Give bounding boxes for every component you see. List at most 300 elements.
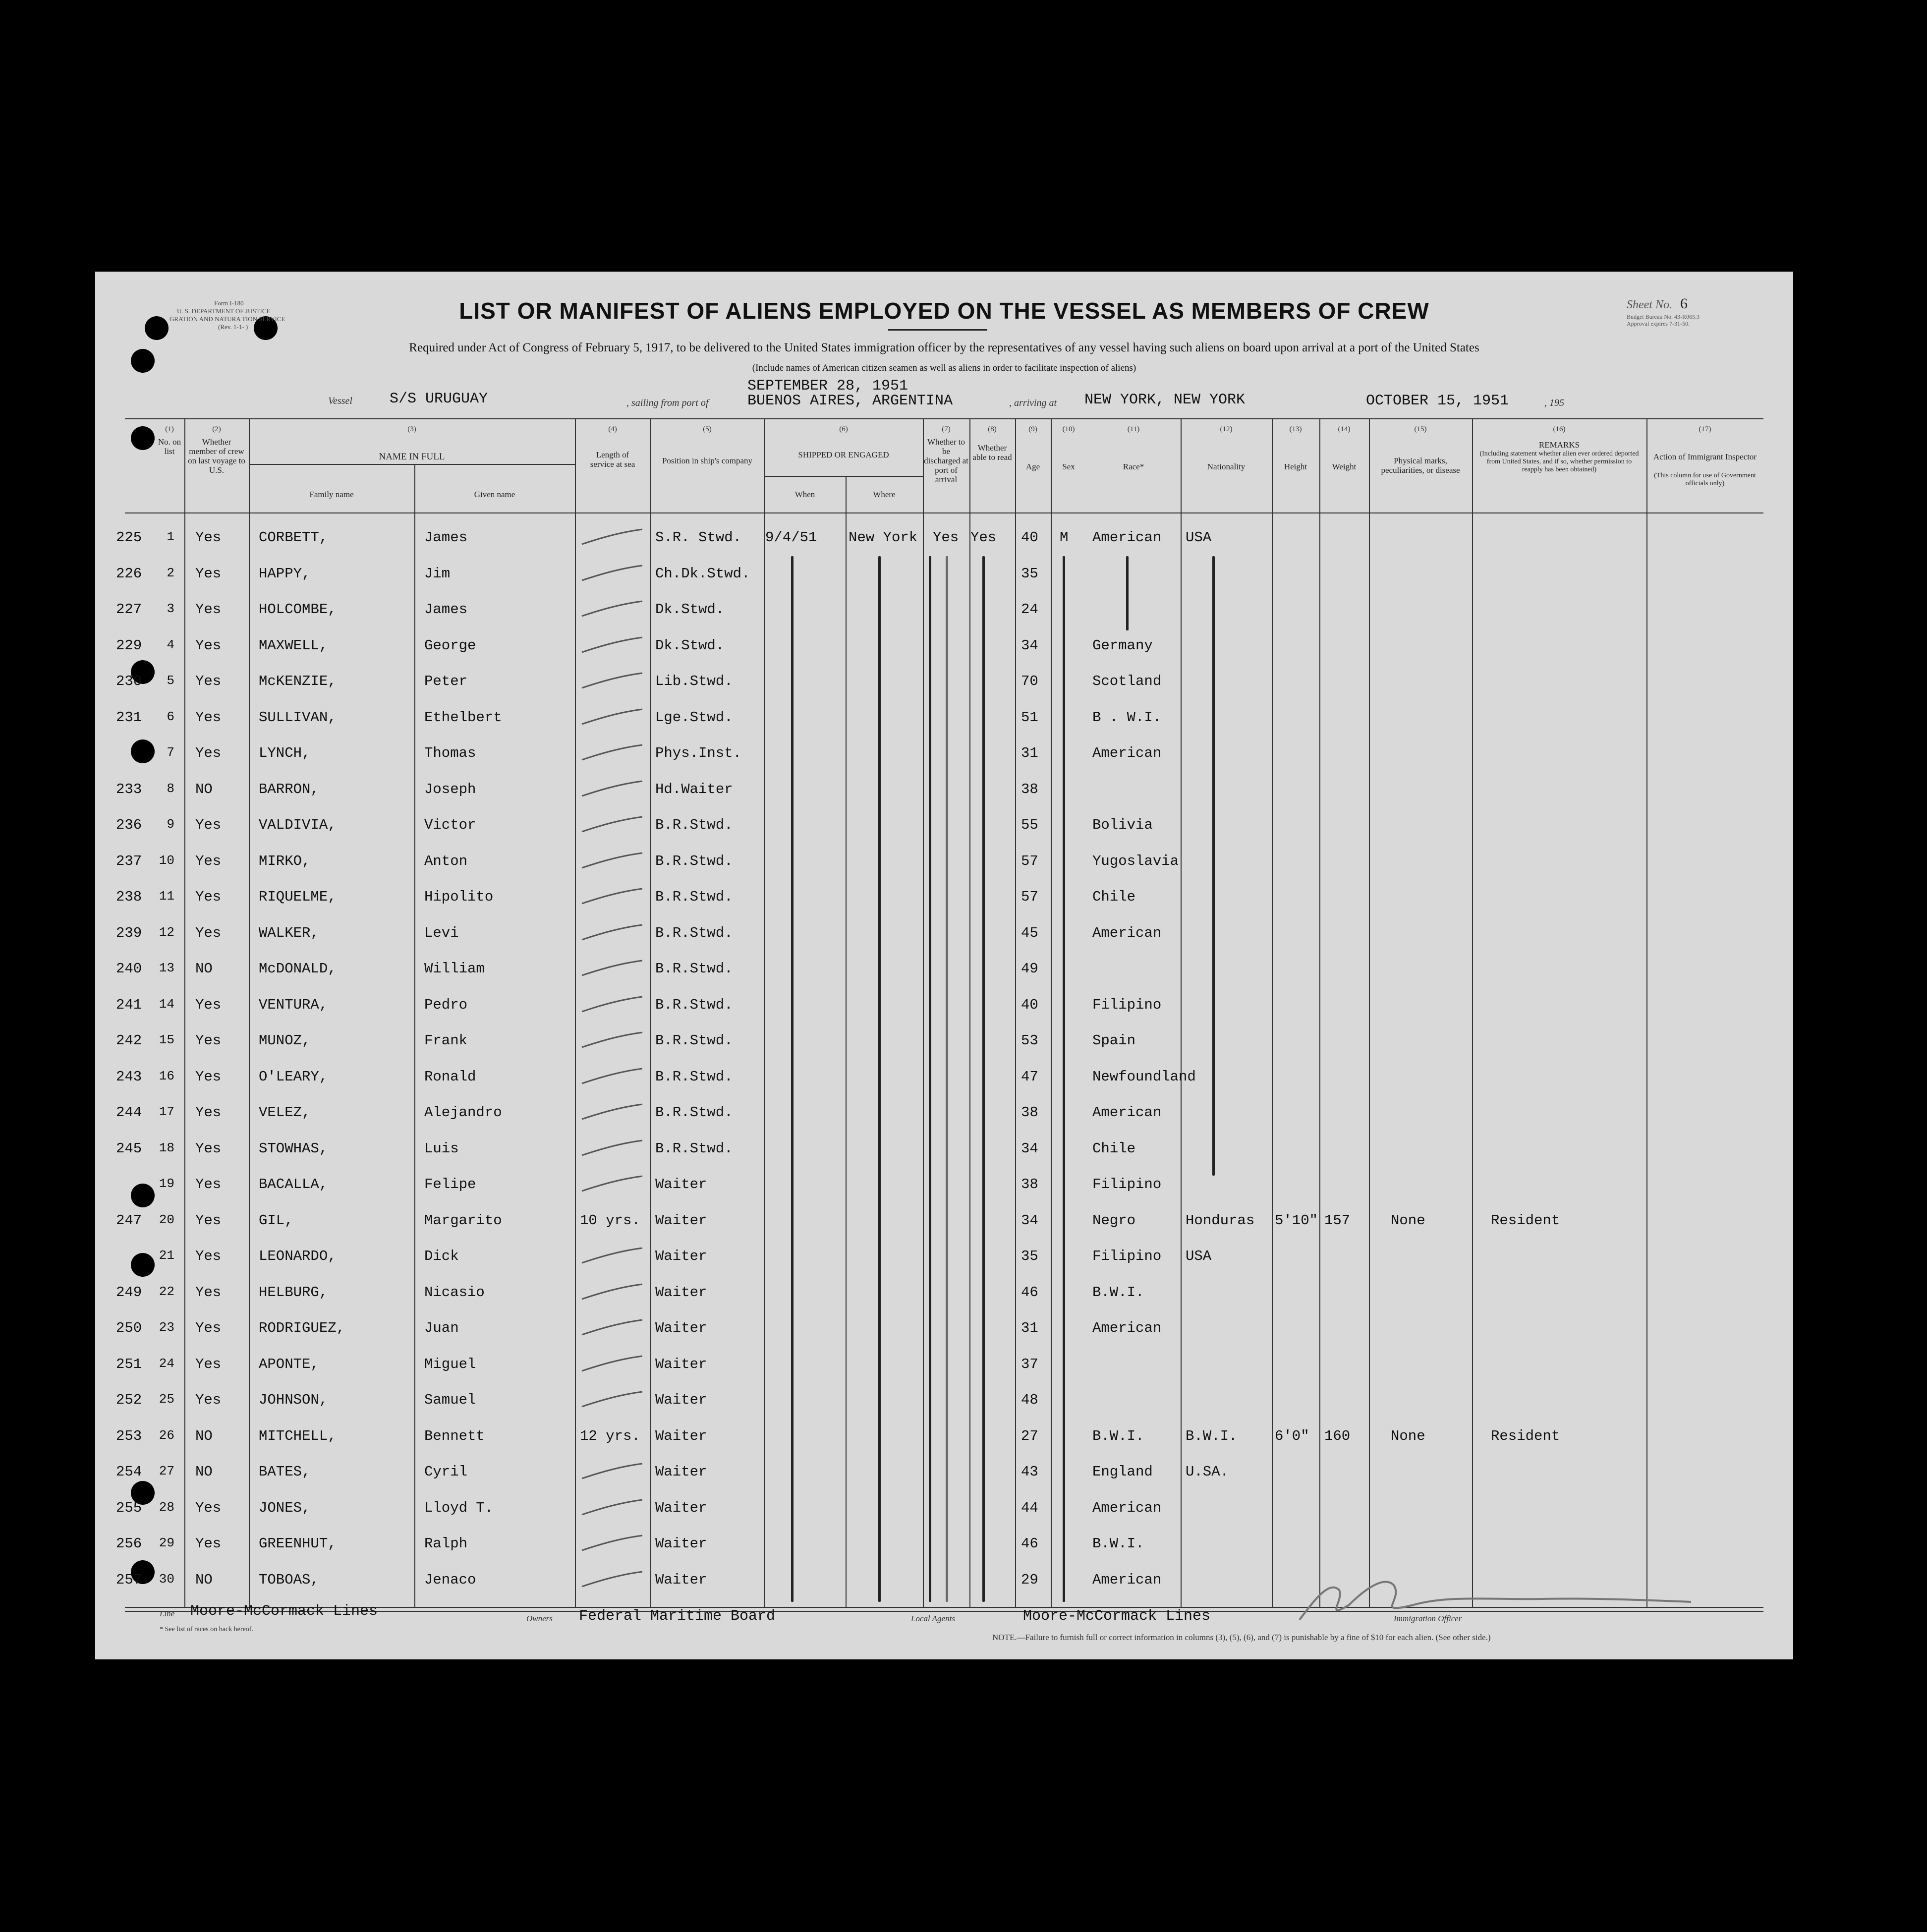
row-stamp-number: 247 [116, 1212, 142, 1229]
row-age: 34 [1021, 637, 1038, 654]
col3-head: NAME IN FULL [379, 452, 445, 462]
row-stamp-number: 231 [116, 709, 142, 726]
ditto-slash-icon [580, 742, 644, 762]
row-previous-voyage: Yes [195, 817, 222, 833]
arriving-label: , arriving at [1009, 398, 1057, 408]
row-length-of-service: 12 yrs. [580, 1427, 640, 1444]
row-race: Spain [1092, 1032, 1136, 1049]
row-given-name: Ethelbert [424, 709, 502, 726]
row-number: 19 [159, 1176, 174, 1191]
row-stamp-number: 245 [116, 1140, 142, 1157]
row-position: B.R.Stwd. [655, 924, 733, 941]
row-family-name: WALKER, [259, 924, 319, 941]
col7-head: Whether to be discharged at port of arrival [924, 437, 968, 484]
col-sep [1369, 418, 1370, 1607]
ditto-mark [1212, 556, 1215, 1176]
col3a-head: Family name [309, 490, 354, 499]
row-position: Waiter [655, 1499, 707, 1516]
agents-value: Moore-McCormack Lines [1023, 1608, 1211, 1625]
row-age: 40 [1021, 996, 1038, 1013]
col2-num: (2) [212, 425, 221, 433]
ditto-slash-icon [580, 994, 644, 1014]
ditto-slash-icon [580, 1101, 644, 1121]
row-previous-voyage: Yes [195, 745, 222, 761]
ditto-slash-icon [580, 1389, 644, 1409]
name-subrule [249, 464, 575, 465]
row-race: B.W.I. [1092, 1535, 1144, 1552]
col5-head: Position in ship's company [662, 456, 753, 465]
ditto-slash-icon [580, 1317, 644, 1337]
col-sep [1272, 418, 1273, 1607]
agents-label: Local Agents [911, 1614, 955, 1623]
row-weight: 160 [1324, 1427, 1351, 1444]
row-age: 45 [1021, 924, 1038, 941]
row-position: Waiter [655, 1392, 707, 1408]
row-remarks: Resident [1491, 1212, 1560, 1229]
vessel-name: S/S URUGUAY [390, 391, 488, 407]
row-previous-voyage: Yes [195, 1032, 222, 1049]
col-sep [1319, 418, 1320, 1607]
row-discharged: Yes [933, 529, 959, 546]
row-previous-voyage: NO [195, 1464, 213, 1480]
row-age: 70 [1021, 673, 1038, 689]
line-value: Moore-McCormack Lines [190, 1603, 378, 1620]
row-given-name: Felipe [424, 1176, 476, 1193]
row-previous-voyage: Yes [195, 637, 222, 654]
row-given-name: Victor [424, 817, 476, 833]
form-title: LIST OR MANIFEST OF ALIENS EMPLOYED ON THE VESSEL AS MEMBERS OF CREW [459, 298, 1429, 324]
row-race: Filipino [1092, 996, 1162, 1013]
row-family-name: MUNOZ, [259, 1032, 311, 1049]
row-previous-voyage: Yes [195, 1176, 222, 1193]
col8-head: Whether able to read [972, 443, 1012, 462]
ditto-slash-icon [580, 634, 644, 654]
row-race: American [1092, 745, 1162, 761]
punch-hole [131, 1253, 155, 1277]
ditto-slash-icon [580, 1137, 644, 1157]
col-sep [249, 418, 250, 1607]
punch-hole [131, 739, 155, 763]
row-race: American [1092, 1499, 1162, 1516]
approval-expires: Approval expires 7-31-50. [1627, 320, 1690, 327]
row-number: 9 [167, 817, 174, 832]
row-stamp-number: 243 [116, 1068, 142, 1085]
row-number: 26 [159, 1427, 174, 1443]
row-stamp-number: 240 [116, 961, 142, 977]
row-previous-voyage: Yes [195, 996, 222, 1013]
row-previous-voyage: Yes [195, 601, 222, 618]
row-given-name: Ralph [424, 1535, 468, 1552]
row-stamp-number: 230 [116, 673, 142, 689]
col15-head: Physical marks, peculiarities, or disease [1381, 456, 1460, 475]
col-sep [923, 418, 924, 1607]
row-position: S.R. Stwd. [655, 529, 742, 546]
row-previous-voyage: Yes [195, 1499, 222, 1516]
ditto-mark [929, 556, 931, 1602]
row-age: 31 [1021, 1320, 1038, 1336]
col11-head: Race* [1123, 462, 1144, 471]
row-given-name: Levi [424, 924, 459, 941]
row-number: 15 [159, 1032, 174, 1047]
row-number: 1 [167, 529, 174, 544]
row-family-name: JOHNSON, [259, 1392, 328, 1408]
row-number: 6 [167, 709, 174, 724]
row-stamp-number: 244 [116, 1104, 142, 1121]
row-family-name: McDONALD, [259, 961, 337, 977]
col-sep [650, 418, 651, 1607]
col7-num: (7) [942, 425, 951, 433]
row-previous-voyage: Yes [195, 673, 222, 689]
col-sep [846, 476, 847, 1607]
col-sep [414, 464, 415, 1607]
row-age: 38 [1021, 1176, 1038, 1193]
row-previous-voyage: Yes [195, 1392, 222, 1408]
row-given-name: Dick [424, 1248, 459, 1264]
col-sep [969, 418, 970, 1607]
row-race: American [1092, 529, 1162, 546]
row-number: 23 [159, 1320, 174, 1335]
col-sep [1051, 418, 1052, 1607]
row-age: 57 [1021, 889, 1038, 905]
row-position: Waiter [655, 1571, 707, 1588]
row-remarks: Resident [1491, 1427, 1560, 1444]
row-family-name: O'LEARY, [259, 1068, 328, 1085]
row-number: 29 [159, 1535, 174, 1550]
row-family-name: LYNCH, [259, 745, 311, 761]
ditto-mark [878, 556, 881, 1602]
row-position: Waiter [655, 1356, 707, 1372]
row-stamp-number: 251 [116, 1356, 142, 1372]
row-number: 5 [167, 673, 174, 688]
col9-head: Age [1025, 462, 1040, 471]
row-age: 27 [1021, 1427, 1038, 1444]
row-previous-voyage: Yes [195, 1140, 222, 1157]
row-family-name: McKENZIE, [259, 673, 337, 689]
row-position: B.R.Stwd. [655, 889, 733, 905]
row-given-name: James [424, 601, 468, 618]
row-number: 3 [167, 601, 174, 616]
row-family-name: BARRON, [259, 781, 319, 797]
vessel-label: Vessel [328, 396, 352, 406]
col10-head: Sex [1062, 462, 1075, 471]
col6-head: SHIPPED OR ENGAGED [798, 450, 889, 459]
col14-num: (14) [1338, 425, 1351, 433]
row-stamp-number: 252 [116, 1392, 142, 1408]
row-age: 24 [1021, 601, 1038, 618]
ditto-mark [1126, 556, 1129, 630]
ditto-slash-icon [580, 850, 644, 870]
row-position: Waiter [655, 1427, 707, 1444]
row-family-name: HOLCOMBE, [259, 601, 337, 618]
punch-hole [131, 1184, 155, 1207]
row-age: 35 [1021, 1248, 1038, 1264]
row-age: 48 [1021, 1392, 1038, 1408]
row-sex: M [1060, 529, 1069, 546]
budget-bureau [1627, 313, 1700, 327]
row-family-name: VALDIVIA, [259, 817, 337, 833]
owners-label: Owners [526, 1614, 553, 1623]
row-stamp-number: 236 [116, 817, 142, 833]
ditto-slash-icon [580, 1281, 644, 1301]
row-nationality: USA [1186, 529, 1212, 546]
ditto-slash-icon [580, 1245, 644, 1265]
ditto-slash-icon [580, 598, 644, 618]
row-family-name: MAXWELL, [259, 637, 328, 654]
col4-head: Length of service at sea [590, 450, 635, 469]
sailing-date: SEPTEMBER 28, 1951 [747, 378, 908, 395]
ditto-mark [982, 556, 985, 1602]
row-stamp-number: 256 [116, 1535, 142, 1552]
row-race: B.W.I. [1092, 1284, 1144, 1301]
ditto-slash-icon [580, 958, 644, 977]
row-family-name: HAPPY, [259, 565, 311, 582]
title-rule [888, 329, 987, 331]
row-stamp-number: 250 [116, 1320, 142, 1336]
row-nationality: B.W.I. [1186, 1427, 1238, 1444]
ditto-slash-icon [580, 922, 644, 942]
row-stamp-number: 239 [116, 924, 142, 941]
row-age: 51 [1021, 709, 1038, 726]
row-number: 21 [159, 1248, 174, 1263]
row-nationality: Honduras [1186, 1212, 1255, 1229]
row-able-to-read: Yes [970, 529, 997, 546]
row-number: 17 [159, 1104, 174, 1119]
row-stamp-number: 233 [116, 781, 142, 797]
arrival-port: NEW YORK, NEW YORK [1084, 392, 1246, 408]
row-position: Phys.Inst. [655, 745, 742, 761]
row-age: 29 [1021, 1571, 1038, 1588]
row-shipped-when: 9/4/51 [765, 529, 817, 546]
row-race: American [1092, 1320, 1162, 1336]
row-position: B.R.Stwd. [655, 1140, 733, 1157]
row-age: 40 [1021, 529, 1038, 546]
year-suffix: , 195 [1544, 398, 1564, 408]
col-sep [1472, 418, 1473, 1607]
row-race: American [1092, 924, 1162, 941]
row-stamp-number: 229 [116, 637, 142, 654]
ditto-slash-icon [580, 886, 644, 906]
row-age: 49 [1021, 961, 1038, 977]
row-race: Chile [1092, 1140, 1136, 1157]
row-nationality: USA [1186, 1248, 1212, 1264]
row-given-name: James [424, 529, 468, 546]
ditto-slash-icon [580, 706, 644, 726]
row-previous-voyage: NO [195, 781, 213, 797]
col14-head: Weight [1332, 462, 1357, 471]
ditto-mark [1063, 556, 1065, 1602]
ditto-slash-icon [580, 1461, 644, 1480]
sailing-port: BUENOS AIRES, ARGENTINA [747, 393, 953, 409]
row-position: B.R.Stwd. [655, 1032, 733, 1049]
row-race: Scotland [1092, 673, 1162, 689]
row-age: 37 [1021, 1356, 1038, 1372]
row-age: 31 [1021, 745, 1038, 761]
row-stamp-number: 238 [116, 889, 142, 905]
row-stamp-number: 237 [116, 852, 142, 869]
row-given-name: George [424, 637, 476, 654]
row-family-name: RIQUELME, [259, 889, 337, 905]
col5-num: (5) [703, 425, 712, 433]
row-race: American [1092, 1571, 1162, 1588]
ditto-slash-icon [580, 1029, 644, 1049]
row-stamp-number: 241 [116, 996, 142, 1013]
ditto-slash-icon [580, 1353, 644, 1373]
ditto-slash-icon [580, 1569, 644, 1589]
col16-note: (Including statement whether alien ever ordered deported from United States, and if so, whether permission to reapply has been obtained) [1479, 450, 1639, 473]
row-number: 30 [159, 1571, 174, 1587]
sheet-value: 6 [1680, 295, 1688, 312]
arrival-date: OCTOBER 15, 1951 [1366, 393, 1509, 409]
row-race: Filipino [1092, 1248, 1162, 1264]
row-position: Dk.Stwd. [655, 637, 725, 654]
col10-num: (10) [1062, 425, 1075, 433]
ditto-slash-icon [580, 670, 644, 690]
row-height: 6'0" [1275, 1427, 1309, 1444]
form-dept: U. S. DEPARTMENT OF JUSTICE [177, 307, 271, 315]
row-given-name: Nicasio [424, 1284, 485, 1301]
row-previous-voyage: Yes [195, 1284, 222, 1301]
row-stamp-number: 253 [116, 1427, 142, 1444]
row-number: 24 [159, 1356, 174, 1371]
row-number: 7 [167, 745, 174, 760]
row-number: 22 [159, 1284, 174, 1299]
ditto-mark [791, 556, 793, 1602]
row-race: American [1092, 1104, 1162, 1121]
ditto-slash-icon [580, 1066, 644, 1085]
row-number: 11 [159, 889, 174, 904]
row-age: 53 [1021, 1032, 1038, 1049]
row-number: 28 [159, 1499, 174, 1515]
col17-note: (This column for use of Government officials only) [1654, 472, 1756, 487]
sheet-label: Sheet No. [1627, 298, 1672, 311]
row-given-name: Juan [424, 1320, 459, 1336]
row-given-name: Lloyd T. [424, 1499, 494, 1516]
row-position: Dk.Stwd. [655, 601, 725, 618]
row-previous-voyage: Yes [195, 1068, 222, 1085]
row-family-name: TOBOAS, [259, 1571, 319, 1588]
row-family-name: LEONARDO, [259, 1248, 337, 1264]
row-stamp-number: 225 [116, 529, 142, 546]
row-stamp-number: 255 [116, 1499, 142, 1516]
row-number: 27 [159, 1464, 174, 1478]
ditto-mark [946, 556, 948, 1602]
row-position: Ch.Dk.Stwd. [655, 565, 750, 582]
row-previous-voyage: Yes [195, 565, 222, 582]
row-stamp-number: 226 [116, 565, 142, 582]
row-family-name: VELEZ, [259, 1104, 311, 1121]
row-previous-voyage: Yes [195, 889, 222, 905]
col11-num: (11) [1127, 425, 1140, 433]
row-given-name: Anton [424, 852, 468, 869]
col-sep [1181, 418, 1182, 1607]
col-sep [1015, 418, 1016, 1607]
col3-num: (3) [407, 425, 416, 433]
row-age: 47 [1021, 1068, 1038, 1085]
ditto-slash-icon [580, 563, 644, 582]
row-position: Waiter [655, 1320, 707, 1336]
col15-num: (15) [1414, 425, 1427, 433]
col16-num: (16) [1553, 425, 1566, 433]
ditto-slash-icon [580, 1173, 644, 1193]
row-previous-voyage: Yes [195, 1104, 222, 1121]
col4-num: (4) [608, 425, 617, 433]
row-given-name: Bennett [424, 1427, 485, 1444]
row-previous-voyage: Yes [195, 1320, 222, 1336]
row-age: 55 [1021, 817, 1038, 833]
row-number: 25 [159, 1392, 174, 1407]
row-race: Germany [1092, 637, 1153, 654]
row-height: 5'10" [1275, 1212, 1318, 1229]
row-given-name: Frank [424, 1032, 468, 1049]
row-stamp-number: 254 [116, 1464, 142, 1480]
row-race: B.W.I. [1092, 1427, 1144, 1444]
row-age: 34 [1021, 1140, 1038, 1157]
row-race: Yugoslavia [1092, 852, 1179, 869]
row-stamp-number: 257 [116, 1571, 142, 1588]
row-number: 18 [159, 1140, 174, 1155]
row-given-name: Peter [424, 673, 468, 689]
row-race: Negro [1092, 1212, 1136, 1229]
col-sep [184, 418, 185, 1607]
row-age: 43 [1021, 1464, 1038, 1480]
row-given-name: William [424, 961, 485, 977]
ditto-slash-icon [580, 526, 644, 546]
row-previous-voyage: NO [195, 1427, 213, 1444]
row-family-name: GIL, [259, 1212, 293, 1229]
row-age: 46 [1021, 1535, 1038, 1552]
col9-num: (9) [1028, 425, 1037, 433]
col3b-head: Given name [474, 490, 515, 499]
row-position: Waiter [655, 1464, 707, 1480]
row-given-name: Hipolito [424, 889, 494, 905]
form-service: GRATION AND NATURA TION SERVICE [170, 315, 285, 323]
col16-head: REMARKS [1538, 440, 1580, 450]
punch-hole [131, 426, 155, 450]
row-position: B.R.Stwd. [655, 1104, 733, 1121]
row-position: Waiter [655, 1176, 707, 1193]
row-family-name: BACALLA, [259, 1176, 328, 1193]
col12-head: Nationality [1207, 462, 1246, 471]
row-given-name: Ronald [424, 1068, 476, 1085]
row-given-name: Jenaco [424, 1571, 476, 1588]
row-length-of-service: 10 yrs. [580, 1212, 640, 1229]
row-number: 4 [167, 637, 174, 652]
manifest-sheet [95, 272, 1793, 1659]
col-sep [1646, 418, 1647, 1607]
row-nationality: U.SA. [1186, 1464, 1229, 1480]
row-given-name: Miguel [424, 1356, 476, 1372]
row-position: Lge.Stwd. [655, 709, 733, 726]
col13-num: (13) [1289, 425, 1302, 433]
ditto-slash-icon [580, 1497, 644, 1517]
col-sep [764, 418, 765, 1607]
row-family-name: RODRIGUEZ, [259, 1320, 345, 1336]
col6a-head: When [794, 490, 815, 499]
row-position: Hd.Waiter [655, 781, 733, 797]
penalty-note: NOTE.—Failure to furnish full or correct information in columns (3), (5), (6), and (7) is punishable by a fine of $10 for each alien. (See other side.) [992, 1633, 1491, 1642]
row-previous-voyage: NO [195, 961, 213, 977]
row-given-name: Pedro [424, 996, 468, 1013]
row-previous-voyage: Yes [195, 1356, 222, 1372]
row-stamp-number: 227 [116, 601, 142, 618]
row-previous-voyage: Yes [195, 709, 222, 726]
row-position: B.R.Stwd. [655, 1068, 733, 1085]
row-position: B.R.Stwd. [655, 852, 733, 869]
row-age: 38 [1021, 1104, 1038, 1121]
row-number: 14 [159, 996, 174, 1012]
row-family-name: GREENHUT, [259, 1535, 337, 1552]
row-position: Waiter [655, 1212, 707, 1229]
